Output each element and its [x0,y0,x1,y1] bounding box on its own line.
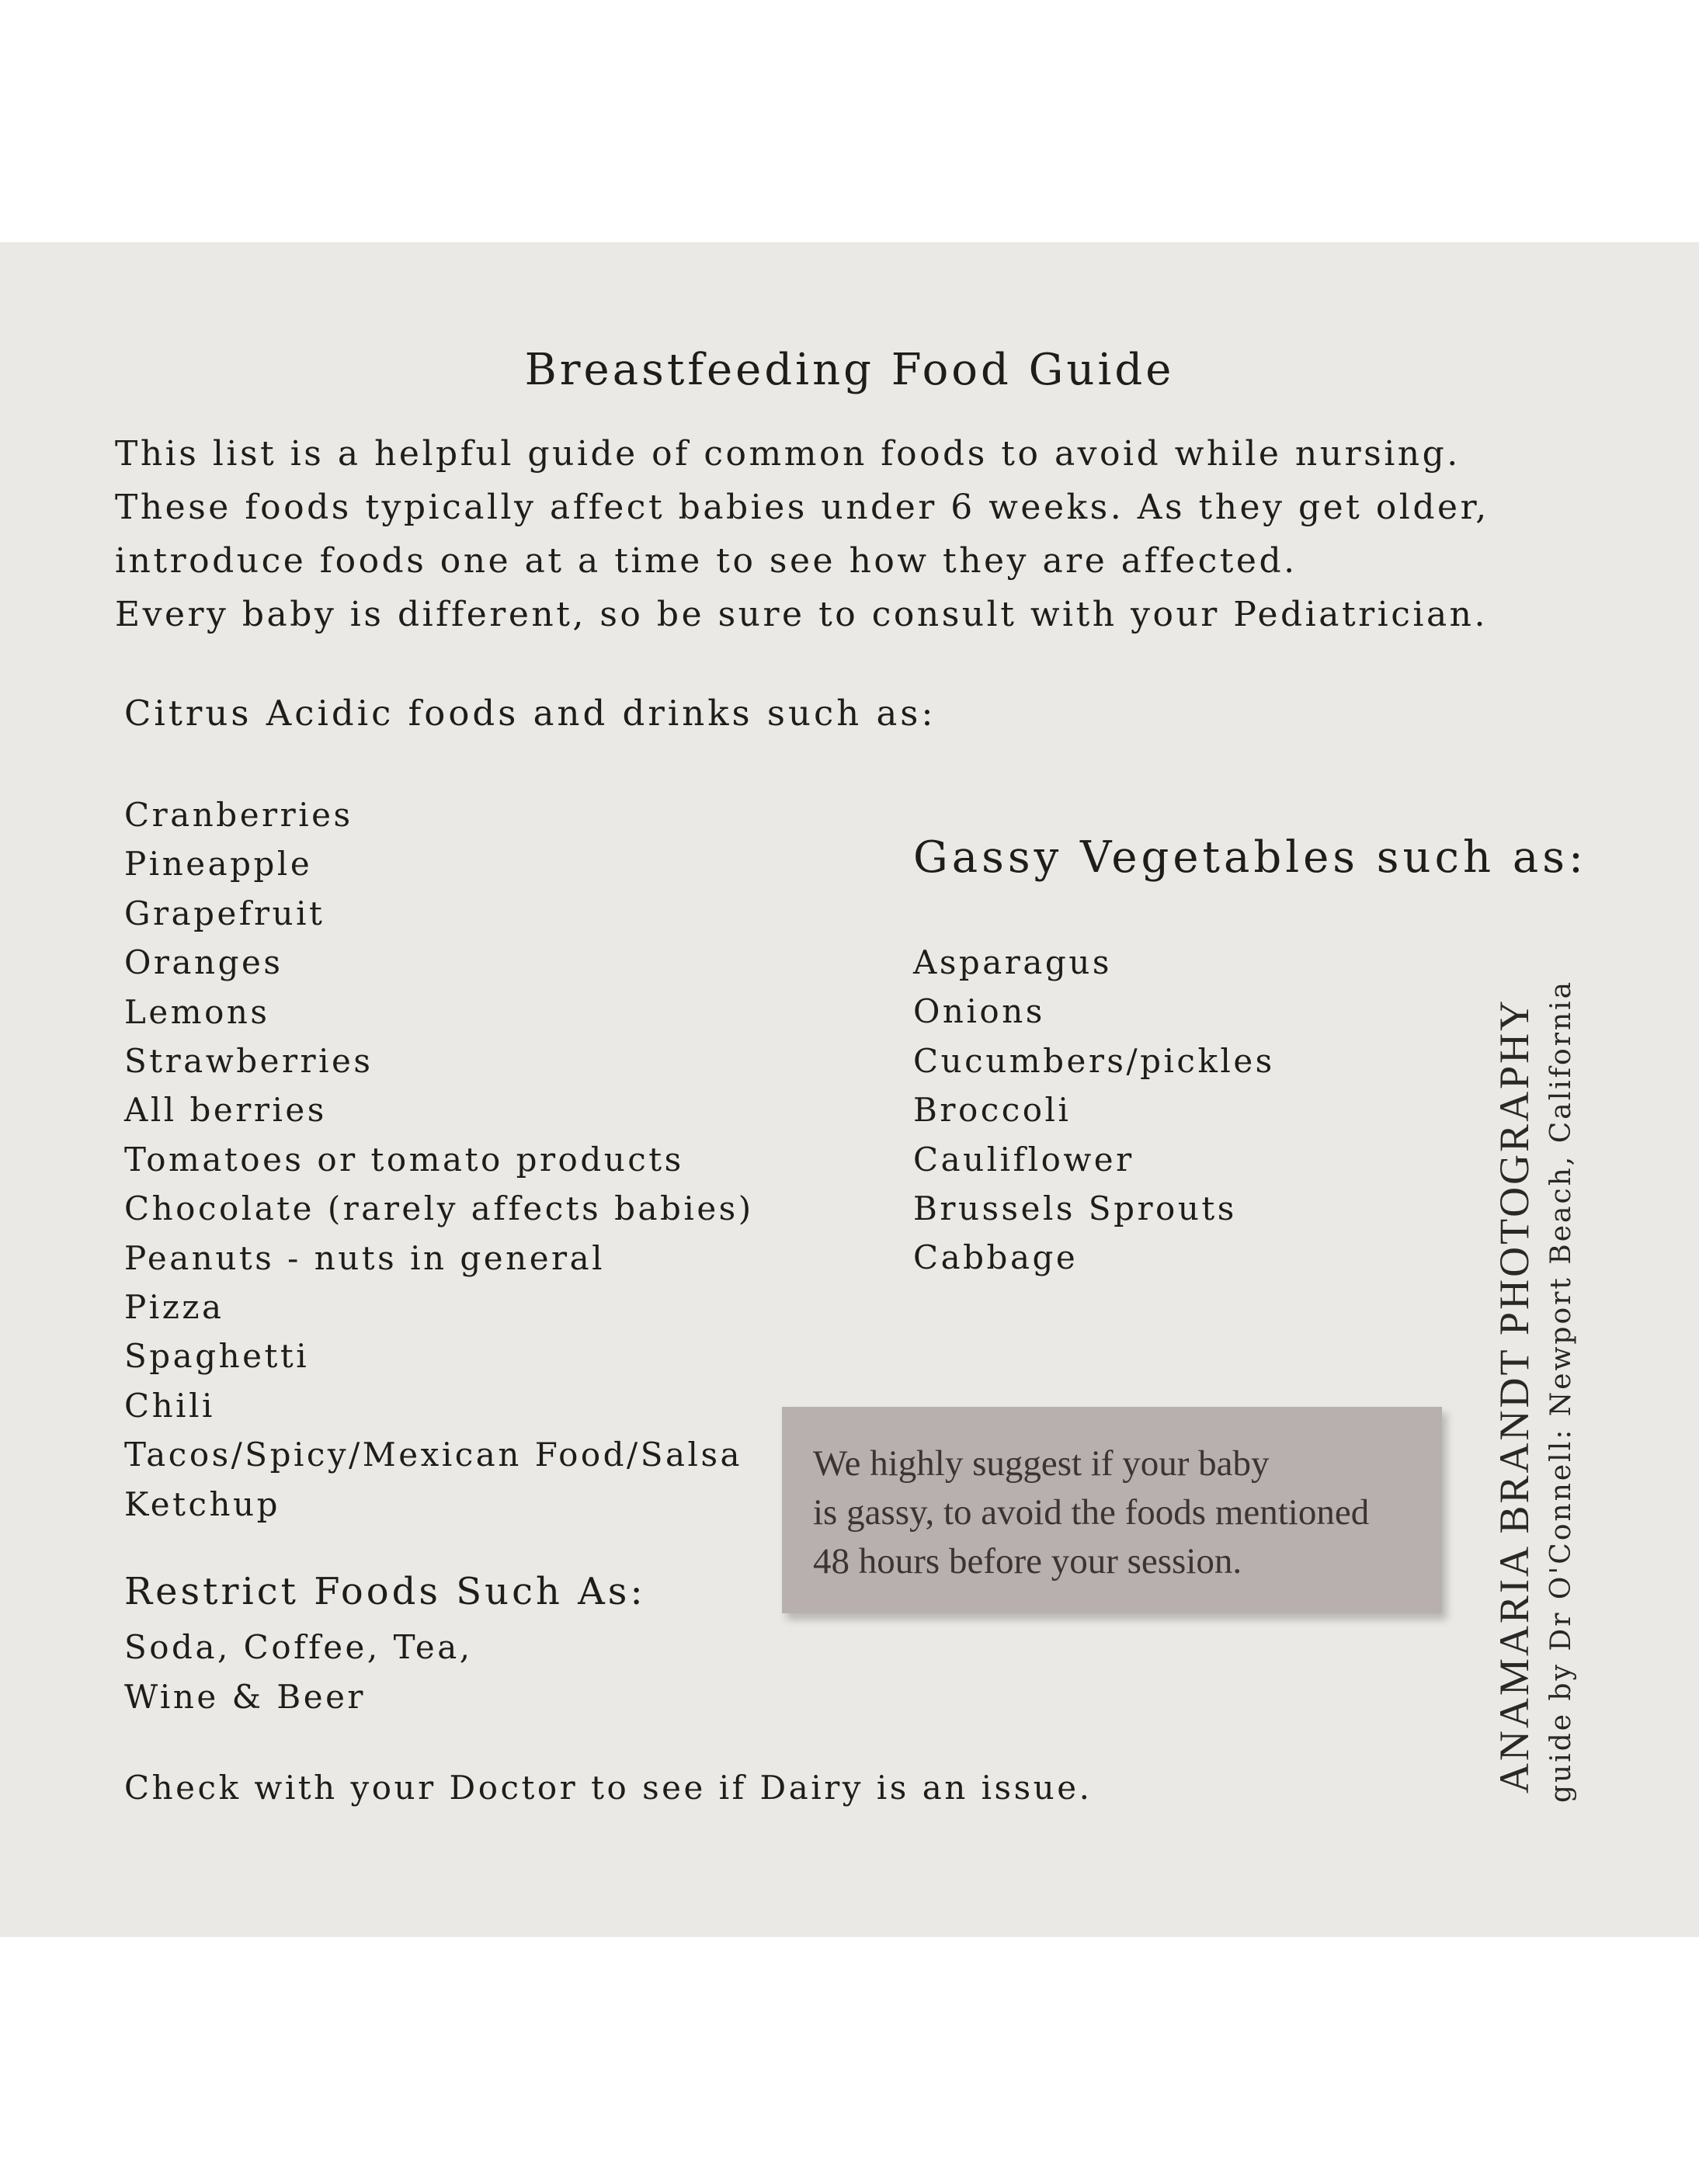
guide-credit: guide by Dr O'Connell: Newport Beach, California [1545,979,1577,1803]
suggestion-text [813,1439,1369,1586]
vegetables-list [913,938,1275,1283]
citrus-heading: Citrus Acidic foods and drinks such as: [124,693,936,734]
suggestion-box [782,1407,1442,1613]
list-item: Onions [913,992,1045,1031]
list-item: Chocolate (rarely affects babies) [124,1189,754,1228]
list-item: Peanuts - nuts in general [124,1238,606,1277]
intro-line: introduce foods one at a time to see how they are affected. [115,541,1298,581]
page-title: Breastfeeding Food Guide [524,345,1175,395]
vegetables-heading: Gassy Vegetables such as: [913,832,1587,883]
restrict-heading: Restrict Foods Such As: [124,1570,646,1613]
list-item: Pizza [124,1288,224,1327]
intro-line: These foods typically affect babies under 6 weeks. As they get older, [115,488,1489,527]
dairy-note: Check with your Doctor to see if Dairy is an issue. [124,1769,1093,1807]
list-item: Chili [124,1386,215,1425]
suggestion-line: We highly suggest if your baby [813,1443,1270,1484]
list-item: Cabbage [913,1238,1079,1277]
list-item: Broccoli [913,1091,1072,1130]
list-item: Oranges [124,943,283,982]
list-item: Tomatoes or tomato products [124,1140,684,1179]
intro-line: This list is a helpful guide of common foods to avoid while nursing. [115,434,1461,474]
restrict-line: Soda, Coffee, Tea, [124,1628,473,1666]
list-item: Lemons [124,992,270,1031]
suggestion-line: is gassy, to avoid the foods mentioned [813,1492,1370,1533]
list-item: Asparagus [913,943,1112,981]
list-item: Strawberries [124,1042,374,1081]
restrict-list [124,1623,473,1722]
intro-line: Every baby is different, so be sure to consult with your Pediatrician. [115,595,1489,634]
intro-paragraph [115,427,1497,641]
citrus-list [124,790,754,1529]
list-item: Cucumbers/pickles [913,1041,1275,1080]
list-item: Cranberries [124,796,353,834]
list-item: Pineapple [124,845,313,884]
list-item: Spaghetti [124,1337,310,1376]
list-item: Tacos/Spicy/Mexican Food/Salsa [124,1436,743,1474]
list-item: Brussels Sprouts [913,1189,1237,1228]
list-item: Grapefruit [124,894,325,932]
list-item: Cauliflower [913,1140,1134,1179]
restrict-line: Wine & Beer [124,1678,367,1716]
suggestion-line: 48 hours before your session. [813,1541,1242,1582]
list-item: Ketchup [124,1484,280,1523]
list-item: All berries [124,1091,327,1130]
photographer-credit: ANAMARIA BRANDT PHOTOGRAPHY [1491,998,1537,1793]
